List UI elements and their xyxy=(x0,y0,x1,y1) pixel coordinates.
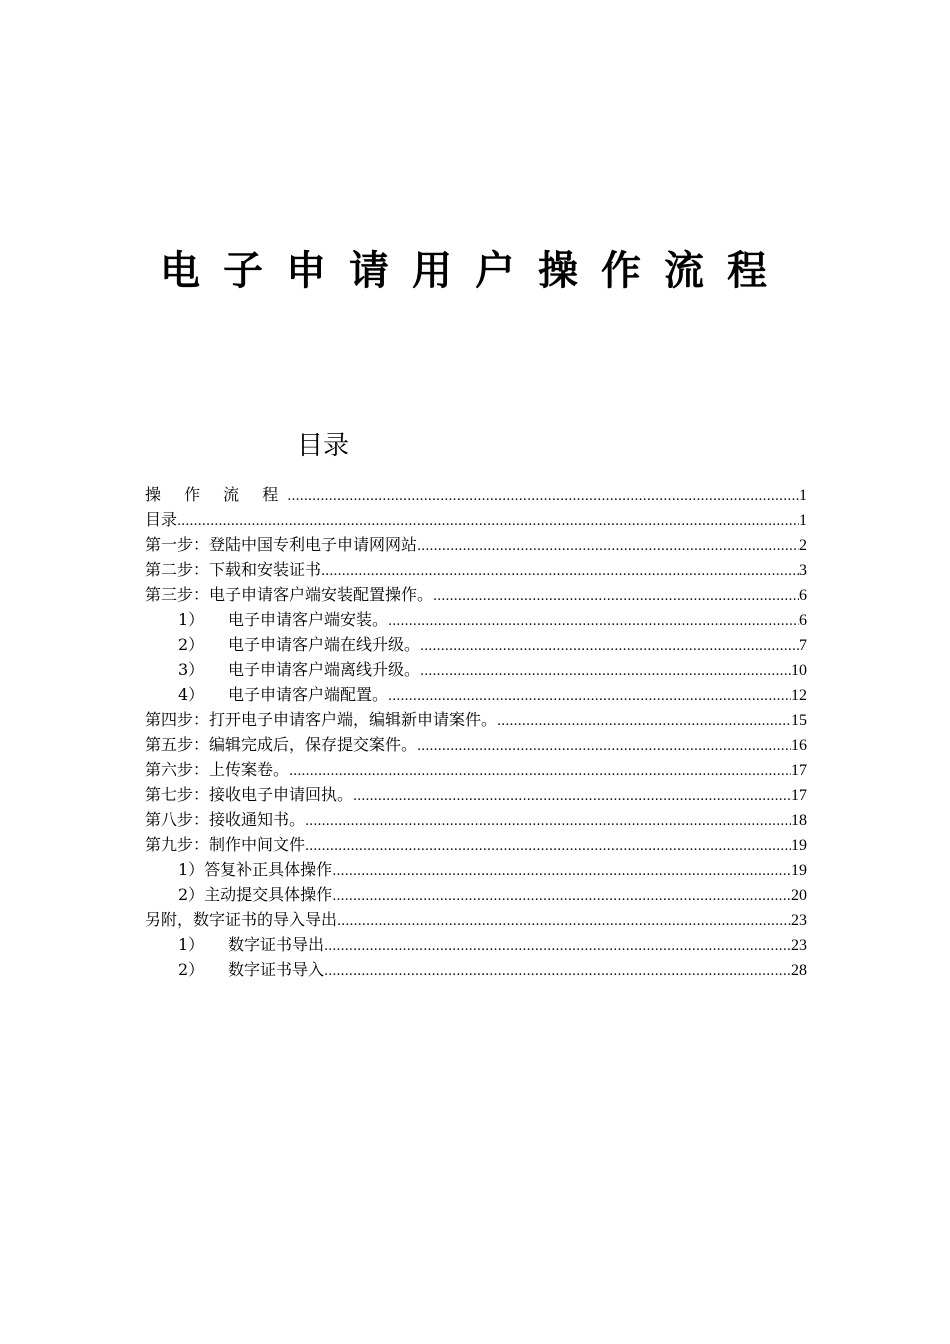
toc-dot-leader xyxy=(177,509,799,534)
toc-entry[interactable] xyxy=(145,657,807,682)
toc-entry[interactable] xyxy=(145,907,807,932)
toc-entry[interactable] xyxy=(145,757,807,782)
toc-entry-label: 电子申请客户端配置。 xyxy=(228,685,389,704)
toc-dot-leader xyxy=(388,684,791,709)
toc-page-number: 16 xyxy=(791,737,807,754)
toc-entry-number: 4） xyxy=(178,685,205,704)
toc-dot-leader xyxy=(388,609,799,634)
toc-page-number: 1 xyxy=(799,512,807,529)
toc-page-number: 19 xyxy=(791,862,807,879)
document-title: 电子申请用户操作流程 xyxy=(160,248,790,294)
toc-entry-label: 第九步：制作中间文件 xyxy=(145,835,306,854)
toc-entry-label: 第五步：编辑完成后，保存提交案件。 xyxy=(145,735,418,754)
toc-entry-number: 2） xyxy=(178,635,205,654)
toc-entry[interactable] xyxy=(145,632,807,657)
toc-dot-leader xyxy=(417,734,791,759)
toc-page-number: 3 xyxy=(799,562,807,579)
toc-page-number: 6 xyxy=(799,612,807,629)
toc-entry[interactable] xyxy=(145,807,807,832)
toc-entry-label: 操 作 流 程 xyxy=(145,485,288,504)
toc-entry[interactable] xyxy=(145,932,807,957)
toc-entry[interactable] xyxy=(145,682,807,707)
toc-dot-leader xyxy=(497,709,791,734)
toc-dot-leader xyxy=(417,534,799,559)
toc-dot-leader xyxy=(332,859,791,884)
toc-entry-label: 第七步：接收电子申请回执。 xyxy=(145,785,354,804)
toc-entry-number: 2） xyxy=(178,960,205,979)
toc-dot-leader xyxy=(420,634,799,659)
toc-entry-label: 第二步：下载和安装证书 xyxy=(145,560,322,579)
toc-dot-leader xyxy=(332,884,791,909)
toc-page-number: 23 xyxy=(791,912,807,929)
toc-page-number: 15 xyxy=(791,712,807,729)
toc-page-number: 28 xyxy=(791,962,807,979)
toc-entry-label: 目录 xyxy=(145,510,178,529)
toc-dot-leader xyxy=(324,959,791,984)
toc-page-number: 1 xyxy=(799,487,807,504)
toc-dot-leader xyxy=(305,809,791,834)
toc-entry[interactable] xyxy=(145,532,807,557)
table-of-contents xyxy=(145,482,807,982)
toc-entry-label: 第八步：接收通知书。 xyxy=(145,810,306,829)
toc-entry[interactable] xyxy=(145,707,807,732)
toc-entry-label: 第三步：电子申请客户端安装配置操作。 xyxy=(145,585,434,604)
toc-entry-label: 第六步：上传案卷。 xyxy=(145,760,290,779)
toc-dot-leader xyxy=(287,484,799,509)
toc-entry[interactable] xyxy=(145,957,807,982)
toc-dot-leader xyxy=(353,784,791,809)
toc-dot-leader xyxy=(289,759,791,784)
toc-entry[interactable] xyxy=(145,882,807,907)
toc-entry-label: 1）答复补正具体操作 xyxy=(178,860,333,879)
toc-page-number: 18 xyxy=(791,812,807,829)
toc-dot-leader xyxy=(321,559,799,584)
toc-entry[interactable] xyxy=(145,507,807,532)
toc-entry[interactable] xyxy=(145,582,807,607)
toc-entry[interactable] xyxy=(145,607,807,632)
toc-entry-label: 第四步：打开电子申请客户端，编辑新申请案件。 xyxy=(145,710,498,729)
toc-page-number: 7 xyxy=(799,637,807,654)
toc-dot-leader xyxy=(420,659,791,684)
toc-page-number: 6 xyxy=(799,587,807,604)
toc-page-number: 17 xyxy=(791,762,807,779)
toc-page-number: 2 xyxy=(799,537,807,554)
toc-entry[interactable] xyxy=(145,557,807,582)
toc-entry[interactable] xyxy=(145,482,807,507)
toc-dot-leader xyxy=(324,934,791,959)
toc-entry[interactable] xyxy=(145,857,807,882)
toc-heading: 目录 xyxy=(297,431,350,461)
toc-entry[interactable] xyxy=(145,832,807,857)
toc-page-number: 23 xyxy=(791,937,807,954)
toc-entry-label: 电子申请客户端离线升级。 xyxy=(228,660,421,679)
toc-entry-label: 另附，数字证书的导入导出 xyxy=(145,910,338,929)
toc-page-number: 17 xyxy=(791,787,807,804)
toc-page-number: 19 xyxy=(791,837,807,854)
toc-page-number: 10 xyxy=(791,662,807,679)
toc-entry-label: 电子申请客户端安装。 xyxy=(228,610,389,629)
toc-entry-label: 数字证书导出 xyxy=(228,935,325,954)
toc-entry-label: 数字证书导入 xyxy=(228,960,325,979)
toc-entry-number: 1） xyxy=(178,935,205,954)
toc-entry[interactable] xyxy=(145,782,807,807)
toc-page-number: 12 xyxy=(791,687,807,704)
toc-dot-leader xyxy=(337,909,791,934)
toc-dot-leader xyxy=(433,584,799,609)
toc-entry-label: 第一步：登陆中国专利电子申请网网站 xyxy=(145,535,418,554)
toc-entry[interactable] xyxy=(145,732,807,757)
toc-entry-label: 2）主动提交具体操作 xyxy=(178,885,333,904)
toc-entry-number: 1） xyxy=(178,610,205,629)
toc-entry-label: 电子申请客户端在线升级。 xyxy=(228,635,421,654)
toc-dot-leader xyxy=(305,834,791,859)
toc-entry-number: 3） xyxy=(178,660,205,679)
toc-page-number: 20 xyxy=(791,887,807,904)
